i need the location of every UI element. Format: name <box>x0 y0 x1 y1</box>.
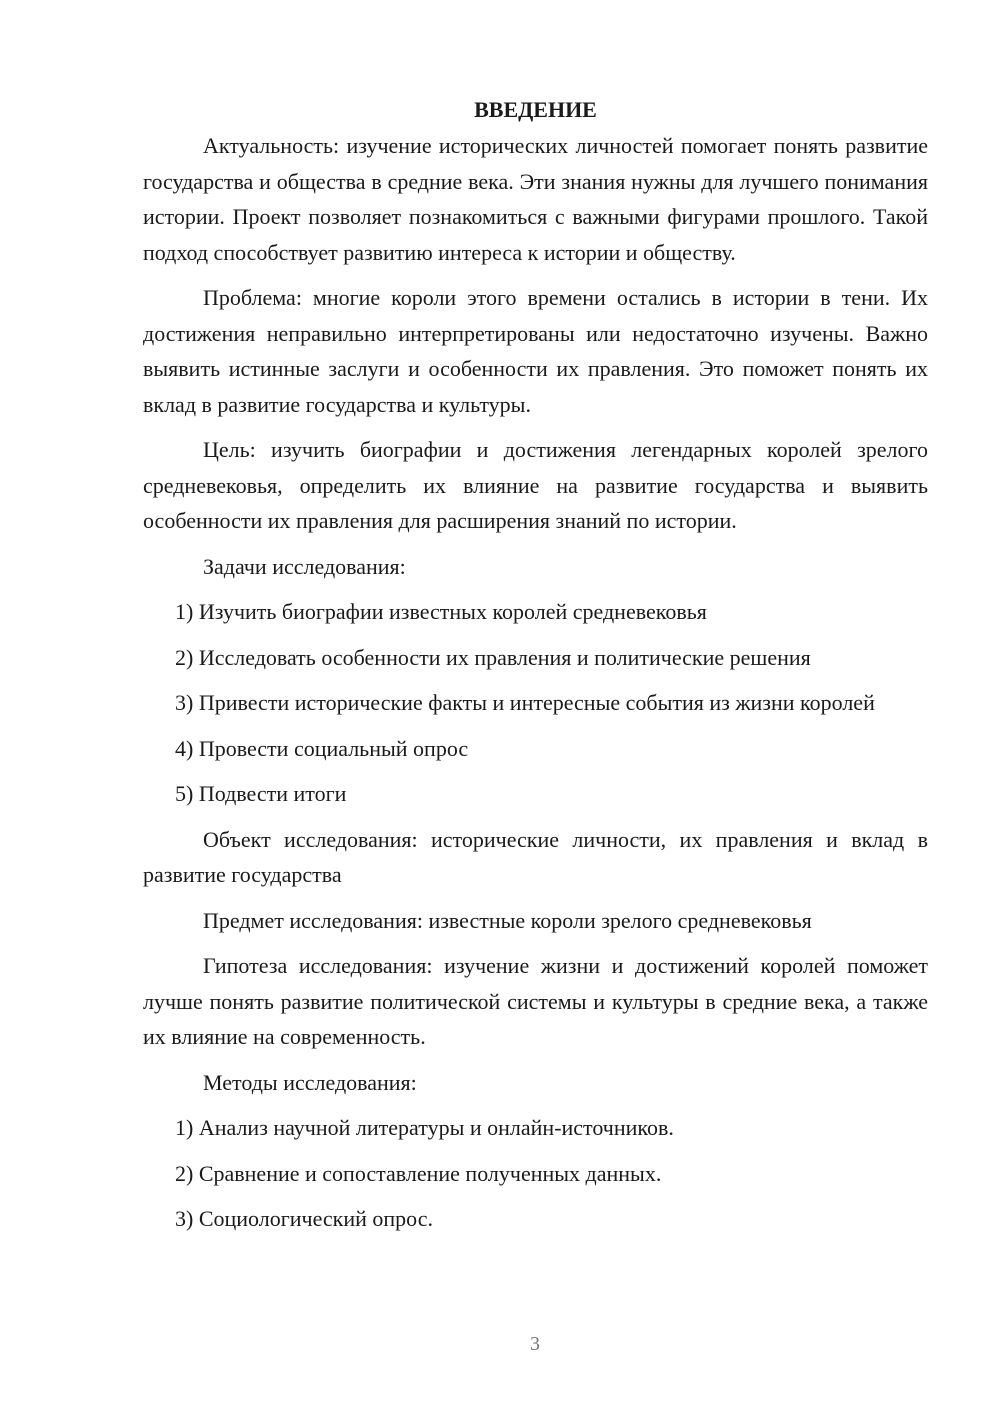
subject-paragraph: Предмет исследования: известные короли зрелого средневековья <box>203 907 812 933</box>
task-item: 3) Привести исторические факты и интересные события из жизни королей <box>175 690 875 715</box>
method-item: 2) Сравнение и сопоставление полученных данных. <box>175 1160 662 1186</box>
goal-paragraph: Цель: изучить биографии и достижения легендарных королей зрелого средневековья, определить их влияние на развитие государства и выявить особенности их правления для расширения знаний по истории. <box>143 437 928 533</box>
relevance-paragraph: Актуальность: изучение исторических личностей помогает понять развитие государства и общества в средние века. Эти знания нужны для лучшего понимания истории. Проект позволяет познакомиться с важными фигурами прошлого. Такой подход способствует развитию интереса к истории и обществу. <box>143 133 928 265</box>
method-item: 3) Социологический опрос. <box>175 1206 433 1231</box>
tasks-heading: Задачи исследования: <box>203 553 406 579</box>
hypothesis-paragraph: Гипотеза исследования: изучение жизни и достижений королей поможет лучше понять развитие политической системы и культуры в средние века, а также их влияние на современность. <box>143 953 928 1049</box>
document-page <box>143 94 928 1247</box>
method-item: 1) Анализ научной литературы и онлайн-источников. <box>175 1115 674 1140</box>
methods-heading: Методы исследования: <box>203 1069 417 1095</box>
page-number: 3 <box>530 1333 540 1355</box>
task-item: 1) Изучить биографии известных королей средневековья <box>175 599 707 624</box>
section-title: ВВЕДЕНИЕ <box>474 97 597 122</box>
task-item: 2) Исследовать особенности их правления и политические решения <box>175 644 811 670</box>
problem-paragraph: Проблема: многие короли этого времени остались в истории в тени. Их достижения неправильно интерпретированы или недостаточно изучены. Важно выявить истинные заслуги и особенности их правления. Это поможет понять их вклад в развитие государства и культуры. <box>143 285 928 417</box>
object-paragraph: Объект исследования: исторические личности, их правления и вклад в развитие государства <box>143 826 928 887</box>
task-item: 5) Подвести итоги <box>175 781 347 806</box>
task-item: 4) Провести социальный опрос <box>175 735 469 761</box>
